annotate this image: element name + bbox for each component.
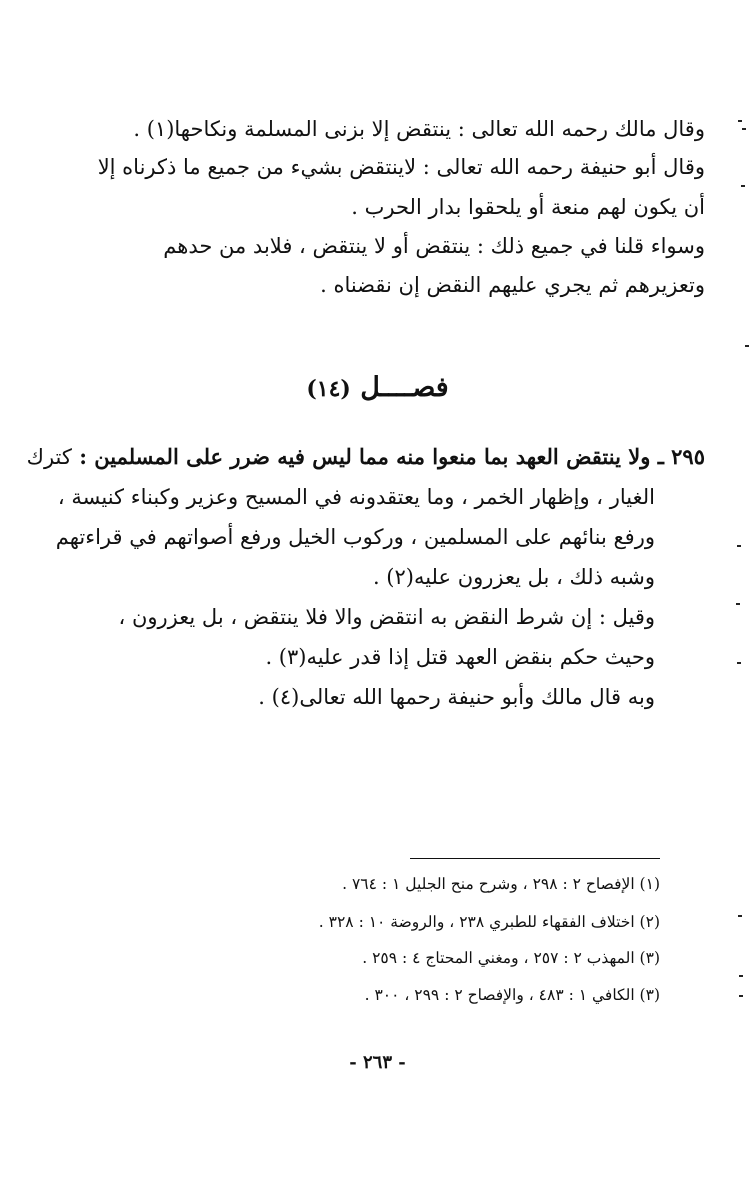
footnote: (٣) الكافي ١ : ٤٨٣ ، والإفصاح ٢ : ٢٩٩ ، ٣٠٠ . bbox=[364, 986, 660, 1004]
text-line: أن يكون لهم منعة أو يلحقوا بدار الحرب . bbox=[351, 195, 705, 219]
scan-speck bbox=[739, 995, 743, 997]
scan-speck bbox=[736, 603, 740, 605]
scan-speck bbox=[737, 662, 741, 664]
paragraph-first-line bbox=[26, 440, 705, 474]
page-number: - ٢٦٣ - bbox=[349, 1052, 406, 1073]
paragraph-lead: ولا ينتقض العهد بما منعوا منه مما ليس فيه ضرر على المسلمين : bbox=[79, 444, 651, 469]
text-line: وبه قال مالك وأبو حنيفة رحمها الله تعالى(٤) . bbox=[258, 685, 655, 709]
footnote-divider bbox=[410, 858, 660, 859]
text-line: وقال مالك رحمه الله تعالى : ينتقض إلا بزنى المسلمة ونكاحها(١) . bbox=[133, 117, 705, 141]
footnote: (٢) اختلاف الفقهاء للطبري ٢٣٨ ، والروضة ١٠ : ٣٢٨ . bbox=[318, 913, 660, 931]
paragraph-lead-rest: كترك bbox=[26, 445, 72, 469]
section-word: فصــــل bbox=[360, 372, 449, 403]
text-line: وقال أبو حنيفة رحمه الله تعالى : لاينتقض بشيء من جميع ما ذكرناه إلا bbox=[97, 155, 705, 179]
text-line: ورفع بنائهم على المسلمين ، وركوب الخيل ورفع أصواتهم في قراءتهم bbox=[55, 525, 655, 549]
text-line: وحيث حكم بنقض العهد قتل إذا قدر عليه(٣) . bbox=[265, 645, 655, 669]
text-line: وتعزيرهم ثم يجري عليهم النقض إن نقضناه . bbox=[320, 273, 705, 297]
scan-speck bbox=[738, 915, 742, 917]
section-heading bbox=[0, 372, 755, 403]
text-line: وقيل : إن شرط النقض به انتقض والا فلا ينتقض ، بل يعزرون ، bbox=[118, 605, 655, 629]
scan-speck bbox=[742, 128, 746, 130]
scan-speck bbox=[737, 545, 741, 547]
footnote: (١) الإفصاح ٢ : ٢٩٨ ، وشرح منح الجليل ١ : ٧٦٤ . bbox=[342, 875, 660, 893]
scan-speck bbox=[739, 975, 743, 977]
scan-speck bbox=[741, 185, 745, 187]
scan-speck bbox=[738, 120, 742, 122]
scan-speck bbox=[745, 345, 749, 347]
text-line: وشبه ذلك ، بل يعزرون عليه(٢) . bbox=[372, 565, 655, 589]
text-line: الغيار ، وإظهار الخمر ، وما يعتقدونه في المسيح وعزير وكبناء كنيسة ، bbox=[57, 485, 655, 509]
paragraph-number: ٢٩٥ ـ bbox=[657, 444, 705, 469]
section-number: (١٤) bbox=[306, 376, 351, 402]
footnote: (٣) المهذب ٢ : ٢٥٧ ، ومغني المحتاج ٤ : ٢٥٩ . bbox=[362, 949, 660, 967]
text-line: وسواء قلنا في جميع ذلك : ينتقض أو لا ينتقض ، فلابد من حدهم bbox=[163, 234, 705, 258]
